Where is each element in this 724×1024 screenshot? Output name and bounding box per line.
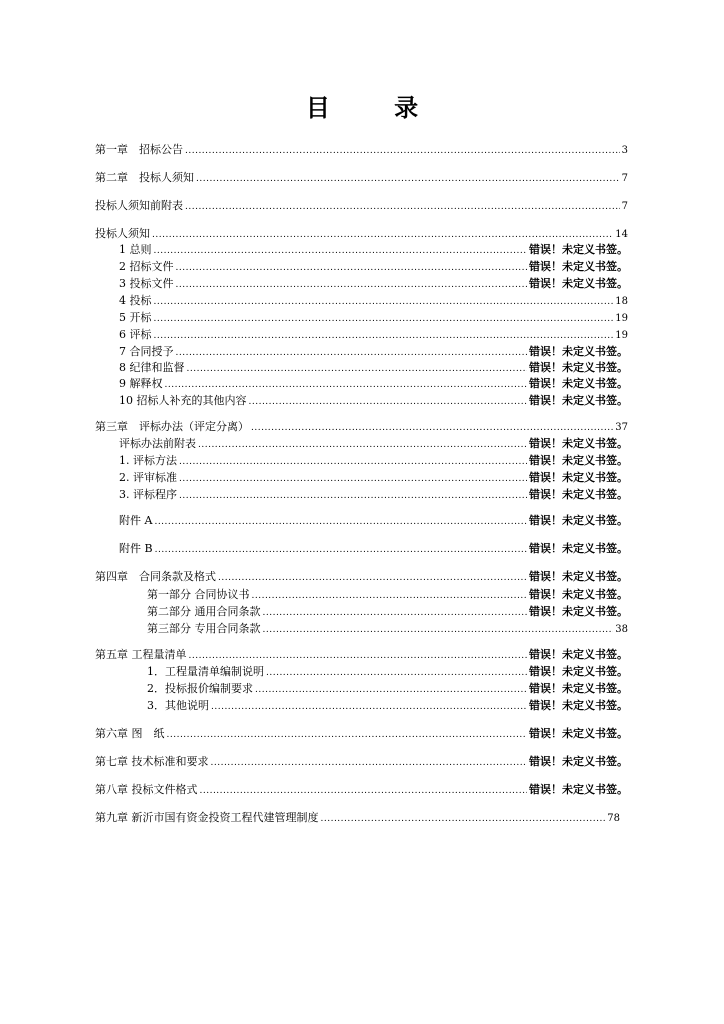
toc-entry-label: 10 招标人补充的其他内容 — [119, 394, 247, 407]
leader-dots — [321, 812, 606, 826]
leader-dots — [211, 756, 528, 770]
toc-page-error: 错误！未定义书签。 — [529, 727, 628, 740]
toc-entry-label: 第五章 工程量清单 — [95, 648, 187, 661]
toc-entry-evaluation-appendix[interactable] — [119, 437, 628, 452]
toc-page-error: 错误！未定义书签。 — [529, 682, 628, 695]
leader-dots — [154, 312, 614, 326]
toc-entry-label: 第三部分 专用合同条款 — [147, 622, 261, 635]
toc-entry-contract-part-3[interactable] — [147, 622, 628, 637]
toc-entry-label: 附件 B — [119, 542, 153, 555]
toc-page-number: 14 — [615, 229, 628, 240]
toc-entry-label: 评标办法前附表 — [119, 437, 196, 450]
leader-dots — [189, 649, 528, 663]
toc-entry-contract-part-2[interactable] — [147, 605, 628, 620]
toc-entry-label: 投标人须知 — [95, 227, 150, 240]
toc-entry-section-3[interactable] — [119, 277, 628, 292]
toc-page-error: 错误！未定义书签。 — [529, 699, 628, 712]
leader-dots — [211, 700, 527, 714]
page-title: 目 录 — [305, 94, 447, 122]
toc-page-error: 错误！未定义书签。 — [529, 260, 628, 273]
toc-entry-label: 第四章 合同条款及格式 — [95, 570, 216, 583]
toc-entry-chapter-4[interactable] — [95, 570, 628, 585]
toc-entry-label: 9 解释权 — [119, 377, 163, 390]
toc-page-error: 错误！未定义书签。 — [529, 588, 628, 601]
toc-page-number: 7 — [621, 173, 628, 184]
leader-dots — [249, 395, 528, 409]
leader-dots — [263, 606, 528, 620]
toc-page-error: 错误！未定义书签。 — [529, 454, 628, 467]
toc-entry-section-2[interactable] — [119, 260, 628, 275]
toc-entry-bidder-notice[interactable] — [95, 227, 628, 242]
leader-dots — [179, 489, 527, 503]
toc-page-error: 错误！未定义书签。 — [529, 605, 628, 618]
toc-entry-label: 第一部分 合同协议书 — [147, 588, 250, 601]
toc-entry-label: 8 纪律和监督 — [119, 361, 185, 374]
toc-entry-label: 第九章 新沂市国有资金投资工程代建管理制度 — [95, 811, 319, 824]
leader-dots — [154, 244, 528, 258]
leader-dots — [155, 543, 527, 557]
toc-entry-section-6[interactable] — [119, 328, 628, 343]
toc-entry-label: 1. 评标方法 — [119, 454, 177, 467]
leader-dots — [176, 278, 528, 292]
toc-page-error: 错误！未定义书签。 — [529, 394, 628, 407]
toc-entry-label: 1 总则 — [119, 243, 152, 256]
toc-entry-chapter-7[interactable] — [95, 755, 628, 770]
toc-entry-annex-b[interactable] — [119, 542, 628, 557]
toc-entry-bill-3[interactable] — [147, 699, 628, 714]
leader-dots — [154, 515, 527, 529]
toc-page-error: 错误！未定义书签。 — [529, 514, 628, 527]
toc-entry-section-4[interactable] — [119, 294, 628, 309]
toc-entry-contract-part-1[interactable] — [147, 588, 628, 603]
leader-dots — [154, 295, 614, 309]
toc-entry-chapter-1[interactable] — [95, 143, 628, 158]
toc-entry-label: 1．工程量清单编制说明 — [147, 665, 264, 678]
leader-dots — [185, 200, 620, 214]
toc-entry-bill-1[interactable] — [147, 665, 628, 680]
toc-entry-chapter-9[interactable] — [95, 811, 620, 826]
toc-entry-label: 第七章 技术标准和要求 — [95, 755, 209, 768]
toc-page-error: 错误！未定义书签。 — [529, 570, 628, 583]
toc-page-error: 错误！未定义书签。 — [529, 361, 628, 374]
leader-dots — [167, 728, 528, 742]
toc-page-error: 错误！未定义书签。 — [529, 648, 628, 661]
toc-page-error: 错误！未定义书签。 — [529, 471, 628, 484]
toc-page-number: 19 — [615, 330, 628, 341]
toc-entry-chapter-6[interactable] — [95, 727, 628, 742]
toc-page-number: 38 — [615, 624, 628, 635]
leader-dots — [196, 172, 620, 186]
toc-entry-chapter-8[interactable] — [95, 783, 628, 798]
leader-dots — [251, 421, 613, 435]
toc-entry-label: 7 合同授予 — [119, 345, 174, 358]
toc-entry-label: 3. 评标程序 — [119, 488, 177, 501]
leader-dots — [179, 455, 527, 469]
toc-entry-label: 3．其他说明 — [147, 699, 209, 712]
leader-dots — [179, 472, 527, 486]
toc-entry-chapter-2[interactable] — [95, 171, 628, 186]
leader-dots — [255, 683, 527, 697]
toc-page-error: 错误！未定义书签。 — [529, 488, 628, 501]
leader-dots — [152, 228, 613, 242]
toc-entry-label: 投标人须知前附表 — [95, 199, 183, 212]
toc-entry-section-1[interactable] — [119, 243, 628, 258]
toc-entry-label: 第二章 投标人须知 — [95, 171, 194, 184]
leader-dots — [187, 362, 528, 376]
toc-page-error: 错误！未定义书签。 — [529, 783, 628, 796]
toc-entry-label: 5 开标 — [119, 311, 152, 324]
toc-entry-bidder-appendix[interactable] — [95, 199, 628, 214]
toc-page-number: 7 — [621, 201, 628, 212]
leader-dots — [263, 623, 614, 637]
toc-entry-chapter-5[interactable] — [95, 648, 628, 663]
toc-entry-section-10[interactable] — [119, 394, 628, 409]
toc-entry-label: 2 招标文件 — [119, 260, 174, 273]
toc-entry-evaluation-1[interactable] — [119, 454, 628, 469]
toc-page-error: 错误！未定义书签。 — [529, 377, 628, 390]
toc-entry-label: 3 投标文件 — [119, 277, 174, 290]
toc-entry-label: 第六章 图 纸 — [95, 727, 165, 740]
toc-page-number: 19 — [615, 313, 628, 324]
toc-page-number: 37 — [615, 422, 628, 433]
toc-page-error: 错误！未定义书签。 — [529, 665, 628, 678]
leader-dots — [198, 438, 527, 452]
toc-entry-label: 2. 评审标准 — [119, 471, 177, 484]
toc-entry-label: 第八章 投标文件格式 — [95, 783, 198, 796]
leader-dots — [176, 346, 528, 360]
toc-entry-section-9[interactable] — [119, 377, 628, 392]
leader-dots — [252, 589, 528, 603]
toc-page-error: 错误！未定义书签。 — [529, 243, 628, 256]
toc-entry-label: 4 投标 — [119, 294, 152, 307]
toc-entry-evaluation-2[interactable] — [119, 471, 628, 486]
toc-page-error: 错误！未定义书签。 — [529, 542, 628, 555]
leader-dots — [165, 378, 528, 392]
leader-dots — [218, 571, 527, 585]
toc-entry-section-5[interactable] — [119, 311, 628, 326]
toc-entry-label: 第一章 招标公告 — [95, 143, 183, 156]
toc-page-number: 3 — [621, 145, 628, 156]
toc-entry-annex-a[interactable] — [119, 514, 628, 529]
toc-entry-section-8[interactable] — [119, 361, 628, 376]
toc-page-error: 错误！未定义书签。 — [529, 755, 628, 768]
leader-dots — [200, 784, 528, 798]
toc-page-error: 错误！未定义书签。 — [529, 437, 628, 450]
leader-dots — [185, 144, 620, 158]
toc-entry-label: 6 评标 — [119, 328, 152, 341]
toc-entry-evaluation-3[interactable] — [119, 488, 628, 503]
leader-dots — [154, 329, 614, 343]
toc-page-error: 错误！未定义书签。 — [529, 345, 628, 358]
toc-entry-label: 第三章 评标办法（评定分离） — [95, 420, 249, 433]
leader-dots — [176, 261, 528, 275]
toc-page-error: 错误！未定义书签。 — [529, 277, 628, 290]
toc-entry-label: 2．投标报价编制要求 — [147, 682, 253, 695]
toc-entry-section-7[interactable] — [119, 345, 628, 360]
toc-page-number: 78 — [607, 813, 620, 824]
toc-entry-label: 附件 A — [119, 514, 153, 527]
toc-entry-label: 第二部分 通用合同条款 — [147, 605, 261, 618]
toc-entry-bill-2[interactable] — [147, 682, 628, 697]
toc-page-number: 18 — [615, 296, 628, 307]
toc-entry-chapter-3[interactable] — [95, 420, 628, 435]
leader-dots — [266, 666, 527, 680]
